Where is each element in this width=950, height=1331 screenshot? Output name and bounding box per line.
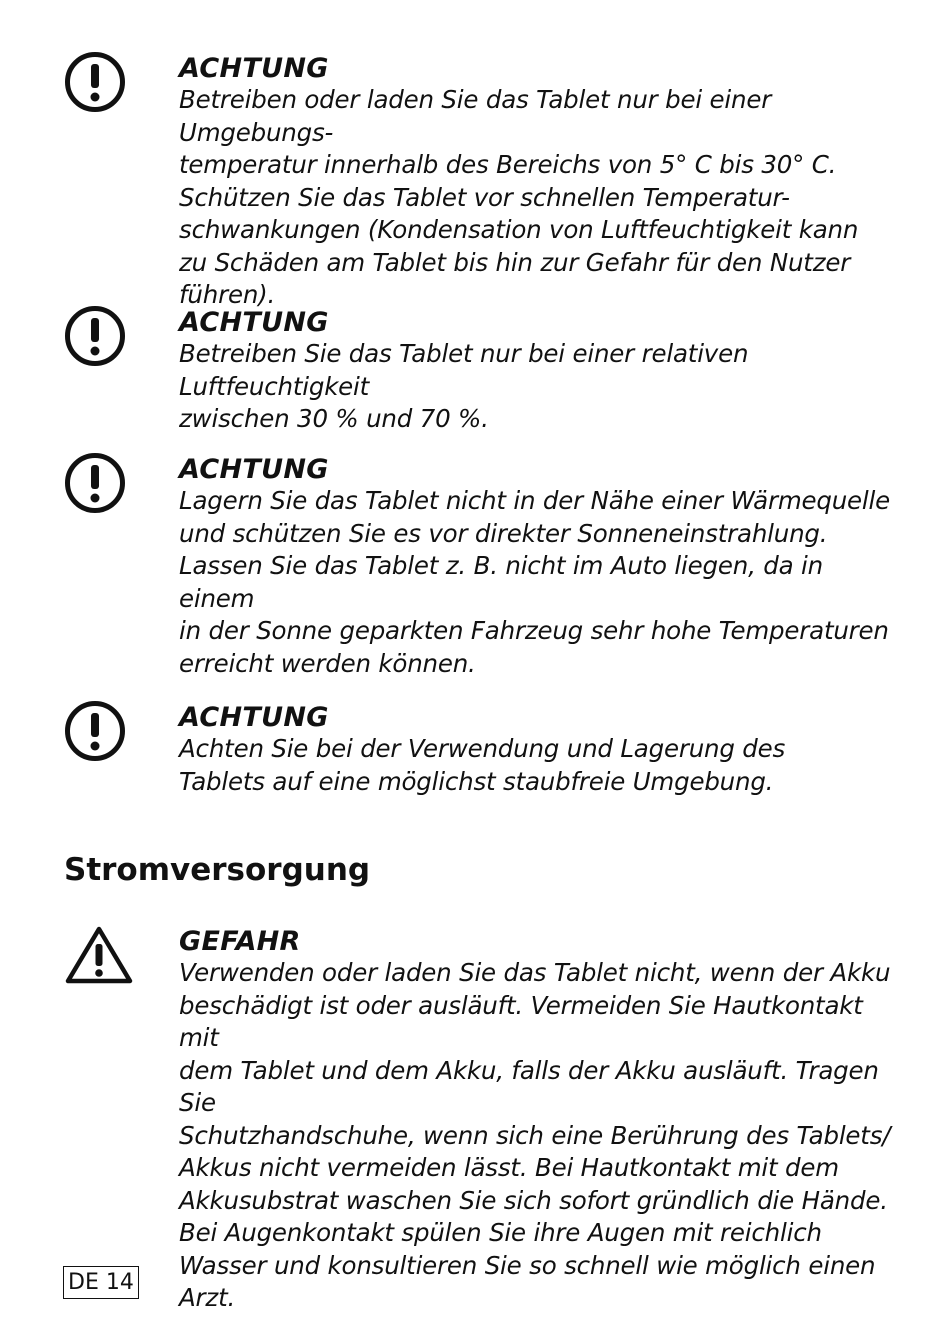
warning-text: Betreiben Sie das Tablet nur bei einer relativen Luftfeuchtigkeit zwischen 30 % und 70 %. (179, 339, 749, 433)
exclamation-circle-icon (64, 51, 126, 113)
section-title: Stromversorgung (64, 852, 371, 888)
danger-text: Verwenden oder laden Sie das Tablet nicht, wenn der Akku beschädigt ist oder ausläuft. Vermeiden Sie Hautkontakt mit dem Tablet und dem Akku, falls der Akku ausläuft. Tragen Sie Schutzhandschuhe, wenn sich eine Berührung des Tablets/ Akkus nicht vermeiden lässt. Bei Hautkontakt mit dem Akkusubstrat waschen Sie sich sofort gründlich die Hände. Bei Augenkontakt spülen Sie ihre Augen mit reichlich Wasser und konsultieren Sie so schnell wie möglich einen Arzt. (179, 958, 891, 1312)
warning-heading: ACHTUNG (179, 454, 329, 485)
exclamation-circle-icon (64, 305, 126, 367)
exclamation-circle-icon (64, 452, 126, 514)
warning-heading: ACHTUNG (179, 702, 329, 733)
warning-heading: ACHTUNG (179, 53, 329, 84)
warning-text: Betreiben oder laden Sie das Tablet nur bei einer Umgebungs- temperatur innerhalb des Bereichs von 5° C bis 30° C. Schützen Sie das Tablet vor schnellen Temperatur- schwankungen (Kondensation von Luftfeuchtigkeit kann zu Schäden am Tablet bis hin zur Gefahr für den Nutzer führen). (179, 85, 859, 309)
warning-triangle-icon (64, 924, 134, 986)
danger-heading: GEFAHR (179, 926, 301, 957)
page-number: DE 14 (63, 1266, 139, 1299)
warning-heading: ACHTUNG (179, 307, 329, 338)
warning-text: Lagern Sie das Tablet nicht in der Nähe einer Wärmequelle und schützen Sie es vor direkter Sonneneinstrahlung. Lassen Sie das Tablet z. B. nicht im Auto liegen, da in einem in der Sonne geparkten Fahrzeug sehr hohe Temperaturen erreicht werden können. (179, 486, 891, 678)
exclamation-circle-icon (64, 700, 126, 762)
warning-text: Achten Sie bei der Verwendung und Lagerung des Tablets auf eine möglichst staubfreie Umgebung. (179, 734, 786, 796)
